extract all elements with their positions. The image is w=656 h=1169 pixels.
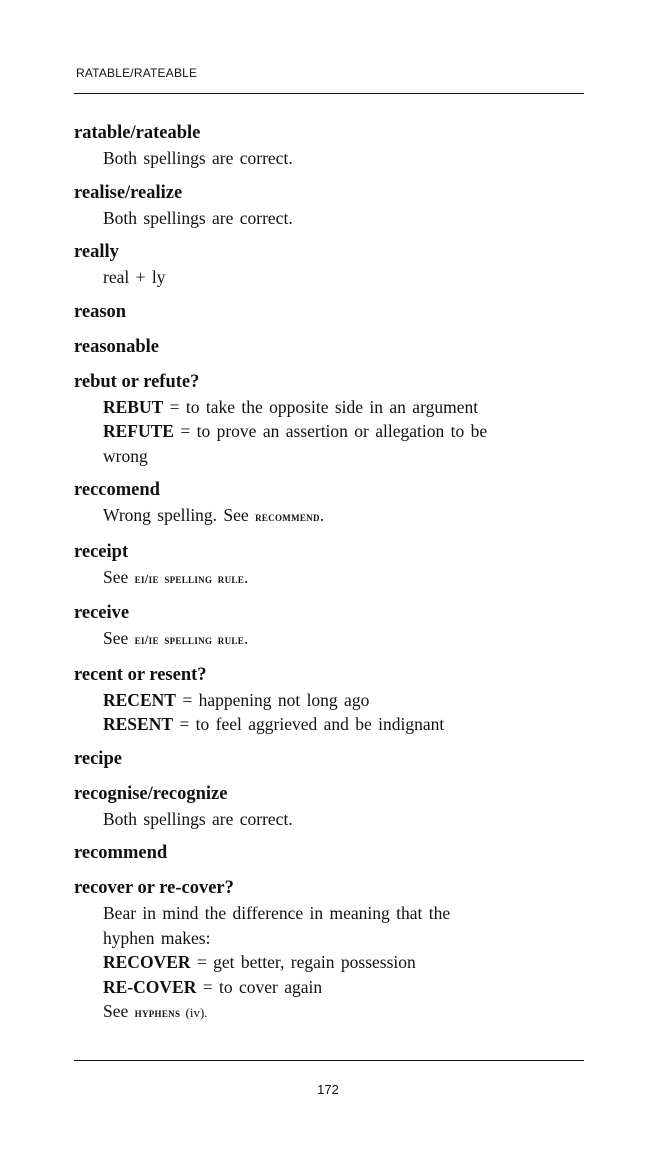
term: RESENT — [103, 714, 174, 734]
cross-reference-suffix: . — [244, 566, 249, 587]
headword: rebut or refute? — [74, 371, 200, 392]
equals-sign: = — [175, 689, 199, 710]
equals-sign: = — [190, 952, 214, 972]
definition-line — [74, 419, 590, 444]
cross-reference-suffix: . — [319, 505, 325, 525]
entry-recommend — [74, 840, 590, 866]
headword: ratable/rateable — [74, 123, 201, 143]
headword: recognise/recognize — [74, 783, 228, 804]
entry-recent-or-resent — [74, 662, 590, 737]
definition-line — [74, 712, 590, 737]
definition: get better, regain possession — [213, 952, 416, 972]
entry-text: hyphen makes: — [103, 927, 211, 948]
definition: to prove an assertion or allegation to be — [196, 421, 488, 441]
entry-text: Both spellings are correct. — [103, 148, 293, 168]
definition-continuation: wrong — [103, 445, 148, 466]
entry-receipt — [74, 539, 590, 592]
cross-reference: ei/ie spelling rule — [134, 570, 244, 586]
running-head: RATABLE/RATEABLE — [76, 66, 198, 80]
cross-reference: ei/ie spelling rule — [134, 632, 244, 647]
dictionary-entries — [74, 120, 590, 1035]
see-text: Wrong spelling. See — [103, 505, 249, 525]
entry-reccomend — [74, 477, 590, 530]
headword: recipe — [74, 748, 122, 769]
equals-sign: = — [173, 714, 196, 734]
entry-text — [74, 565, 590, 592]
definition: to feel aggrieved and be indignant — [195, 714, 445, 734]
headword: recent or resent? — [74, 664, 207, 685]
headword: recover or re-cover? — [74, 878, 234, 898]
entry-text: Both spellings are correct. — [103, 808, 293, 829]
term: RE-COVER — [103, 976, 197, 997]
entry-text: Both spellings are correct. — [103, 207, 293, 228]
see-text: See — [103, 628, 129, 648]
cross-reference-suffix: (iv). — [180, 1005, 208, 1020]
footer-rule — [74, 1060, 584, 1061]
term: RECENT — [103, 689, 176, 710]
entry-text: Bear in mind the difference in meaning that the — [103, 903, 451, 923]
headword: receive — [74, 603, 130, 623]
definition: to cover again — [218, 976, 323, 997]
headword: reasonable — [74, 336, 159, 357]
definition: happening not long ago — [198, 689, 370, 710]
entry-receive — [74, 600, 590, 653]
see-text: See — [103, 566, 129, 587]
definition-line — [74, 395, 590, 420]
headword: reccomend — [74, 480, 160, 500]
entry-recover-or-re-cover — [74, 875, 590, 1026]
definition: to take the opposite side in an argument — [185, 396, 479, 417]
cross-reference: recommend — [255, 509, 320, 524]
definition-line — [74, 950, 590, 975]
see-text: See — [103, 1001, 129, 1021]
cross-reference: hyphens — [134, 1005, 181, 1020]
page-number: 172 — [317, 1082, 339, 1097]
entry-reason — [74, 299, 590, 325]
header-rule — [74, 93, 584, 94]
entry-recipe — [74, 746, 590, 772]
term: RECOVER — [103, 952, 191, 972]
headword: reason — [74, 301, 127, 322]
entry-recognise — [74, 781, 590, 832]
entry-rebut-or-refute — [74, 369, 590, 469]
definition-line — [74, 688, 590, 713]
entry-text — [74, 503, 590, 530]
entry-text: real + ly — [103, 267, 166, 287]
headword: recommend — [74, 843, 168, 863]
cross-reference-suffix: . — [244, 628, 249, 648]
term: REFUTE — [103, 421, 174, 441]
entry-really — [74, 239, 590, 290]
equals-sign: = — [173, 421, 197, 441]
equals-sign: = — [163, 396, 186, 417]
term: REBUT — [103, 396, 164, 417]
headword: receipt — [74, 541, 129, 562]
entry-text — [74, 999, 590, 1026]
entry-text — [74, 626, 590, 653]
headword: realise/realize — [74, 182, 183, 203]
entry-ratable — [74, 120, 590, 171]
entry-realise — [74, 180, 590, 231]
headword: really — [74, 242, 119, 262]
definition-line — [74, 975, 590, 1000]
equals-sign: = — [196, 976, 219, 997]
entry-reasonable — [74, 334, 590, 360]
